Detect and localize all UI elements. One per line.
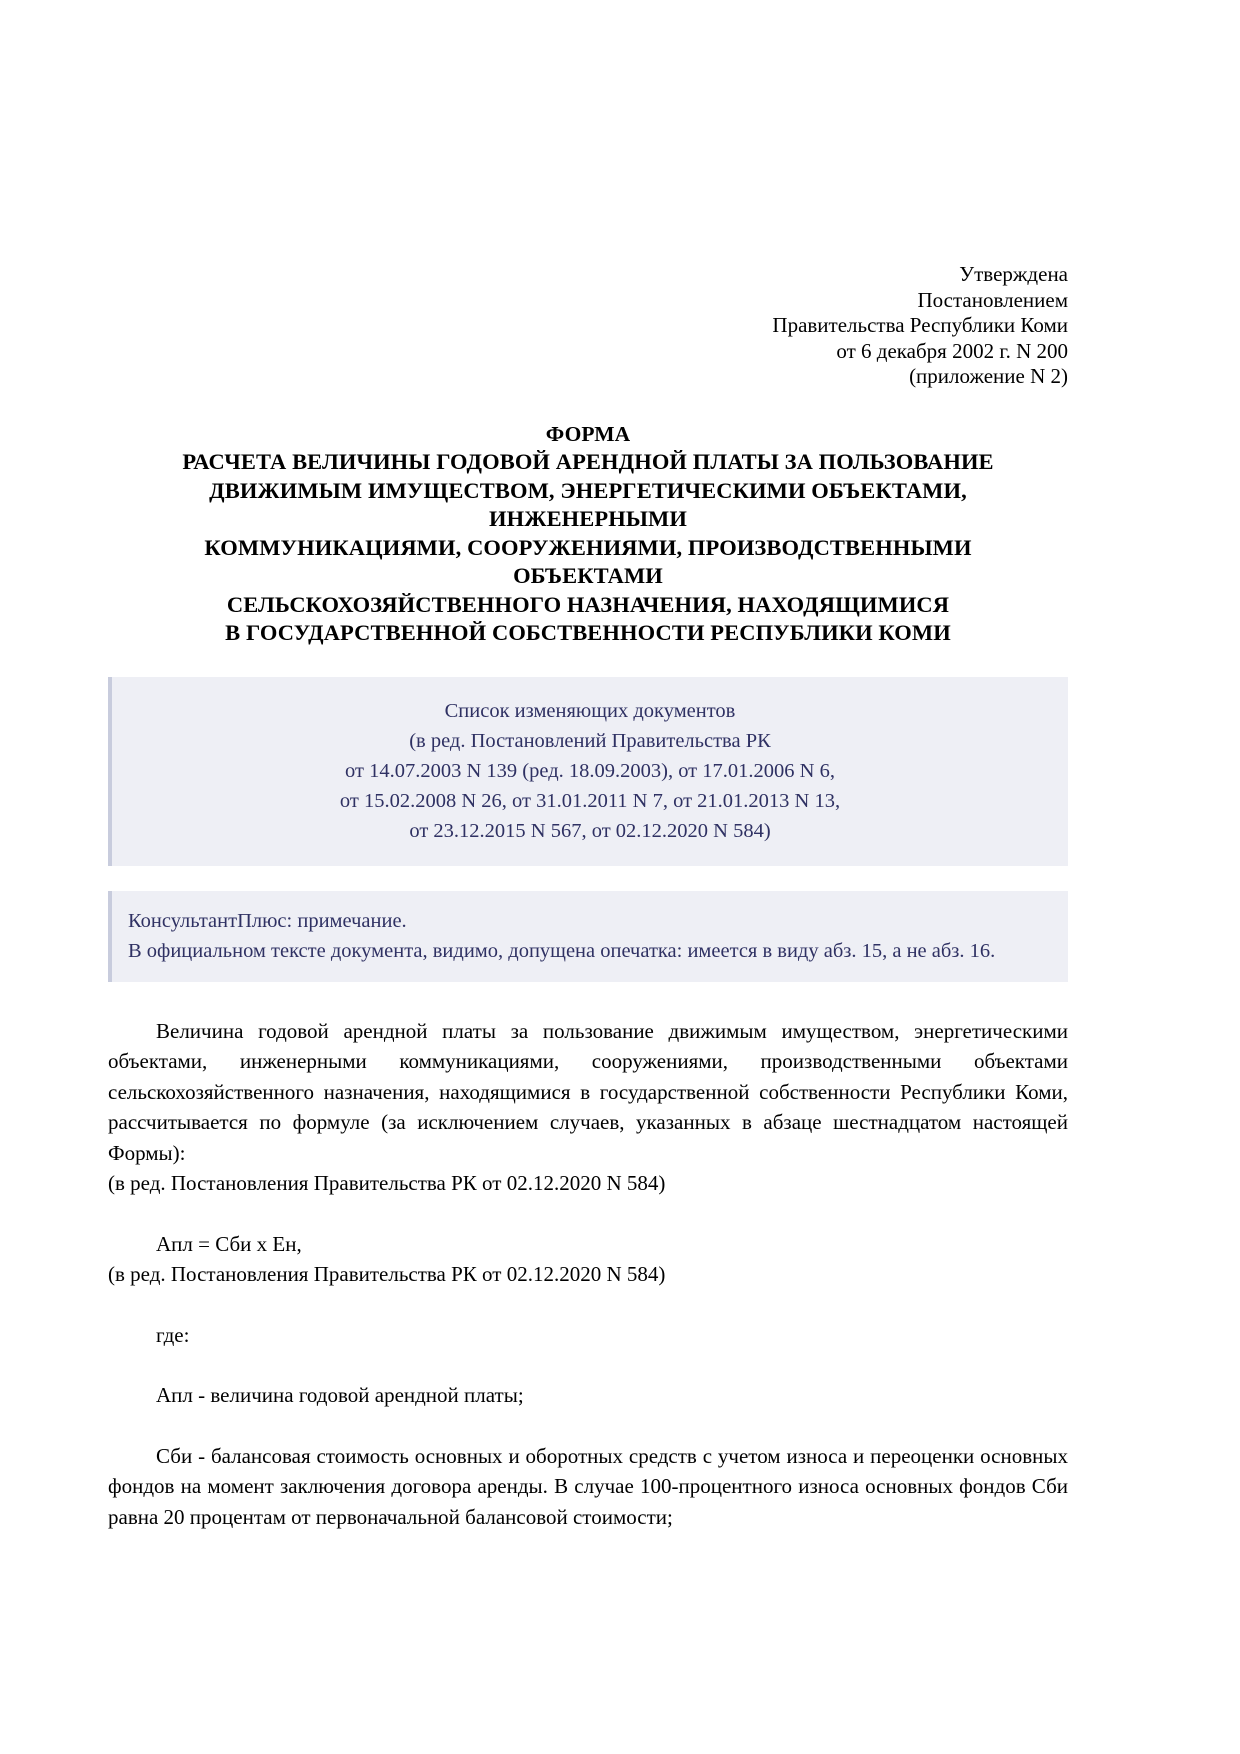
changing-documents-line-3: от 15.02.2008 N 26, от 31.01.2011 N 7, от 21.01.2013 N 13,	[339, 789, 841, 812]
approval-line-2: Постановлением	[917, 287, 1068, 312]
title-line-3: ИНЖЕНЕРНЫМИ	[489, 506, 687, 532]
definition-sbi: Сби - балансовая стоимость основных и оборотных средств с учетом износа и переоценки основных фондов на момент заключения договора аренды. В случае 100-процентного износа основных фондов Сби равна 20 процентам от первоначальной балансовой стоимости;	[108, 1443, 1068, 1529]
title-line-1: РАСЧЕТА ВЕЛИЧИНЫ ГОДОВОЙ АРЕНДНОЙ ПЛАТЫ ЗА ПОЛЬЗОВАНИЕ	[182, 449, 994, 475]
definition-apl: Апл - величина годовой арендной платы;	[156, 1383, 524, 1408]
consultant-note-text: В официальном тексте документа, видимо, допущена опечатка: имеется в виду абз. 15, а не абз. 16.	[128, 939, 996, 962]
approval-line-3: Правительства Республики Коми	[772, 313, 1068, 338]
approval-line-4: от 6 декабря 2002 г. N 200	[836, 338, 1068, 363]
approval-header	[108, 262, 1068, 390]
title-line-7: В ГОСУДАРСТВЕННОЙ СОБСТВЕННОСТИ РЕСПУБЛИКИ КОМИ	[225, 620, 951, 646]
approval-line-1: Утверждена	[959, 262, 1068, 286]
changing-documents-line-2: от 14.07.2003 N 139 (ред. 18.09.2003), от 17.01.2006 N 6,	[345, 759, 835, 782]
body-paragraph-1: Величина годовой арендной платы за пользование движимым имуществом, энергетическими объектами, инженерными коммуникациями, сооружениями, производственными объектами сельскохозяйственного назначения, находящимися в государственной собственности Республики Коми, рассчитывается по формуле (за исключением случаев, указанных в абзаце шестнадцатом настоящей Формы):	[108, 1018, 1068, 1165]
title-line-2: ДВИЖИМЫМ ИМУЩЕСТВОМ, ЭНЕРГЕТИЧЕСКИМИ ОБЪЕКТАМИ,	[209, 477, 967, 503]
changing-documents-heading: Список изменяющих документов	[444, 699, 736, 722]
body-reference-2: (в ред. Постановления Правительства РК от 02.12.2020 N 584)	[108, 1262, 666, 1287]
document-content	[108, 0, 1068, 1532]
approval-line-5: (приложение N 2)	[909, 364, 1068, 389]
title-form-word: ФОРМА	[545, 421, 631, 446]
changing-documents-box	[108, 677, 1068, 866]
document-body	[108, 1016, 1068, 1533]
changing-documents-line-1: (в ред. Постановлений Правительства РК	[409, 729, 771, 752]
changing-documents-line-4: от 23.12.2015 N 567, от 02.12.2020 N 584)	[409, 819, 771, 842]
consultant-note-title: КонсультантПлюс: примечание.	[128, 909, 407, 932]
title-line-6: СЕЛЬСКОХОЗЯЙСТВЕННОГО НАЗНАЧЕНИЯ, НАХОДЯЩИМИСЯ	[226, 591, 950, 617]
document-title	[108, 420, 1068, 648]
where-label: где:	[156, 1322, 190, 1347]
formula-expression: Апл = Сби х Ен,	[156, 1231, 302, 1256]
title-line-4: КОММУНИКАЦИЯМИ, СООРУЖЕНИЯМИ, ПРОИЗВОДСТВЕННЫМИ	[204, 534, 972, 560]
consultant-note-box	[108, 891, 1068, 982]
body-reference-1: (в ред. Постановления Правительства РК от 02.12.2020 N 584)	[108, 1171, 666, 1196]
title-line-5: ОБЪЕКТАМИ	[513, 563, 663, 589]
